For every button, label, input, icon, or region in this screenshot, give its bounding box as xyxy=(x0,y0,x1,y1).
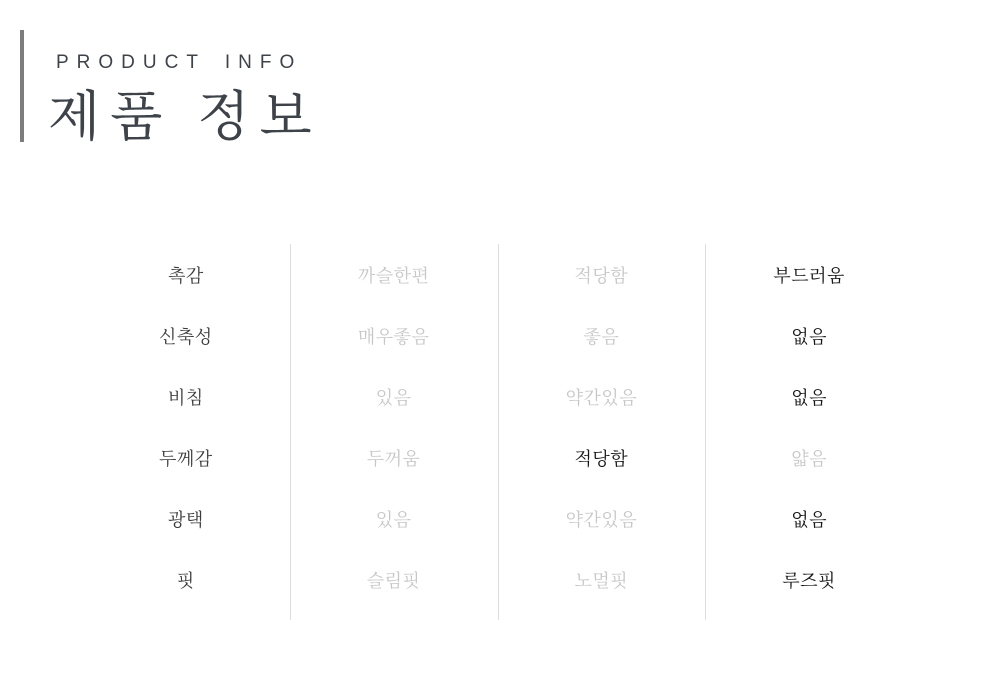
option-cell: 없음 xyxy=(791,326,828,347)
option-cell: 부드러움 xyxy=(773,265,845,286)
row-label-touch: 촉감 xyxy=(167,265,204,286)
option-cell: 까슬한편 xyxy=(357,265,430,286)
option-cell: 적당함 xyxy=(574,265,629,286)
row-label-elasticity: 신축성 xyxy=(159,326,213,347)
option-cell: 루즈핏 xyxy=(782,570,836,591)
option-cell: 얇음 xyxy=(791,448,828,469)
row-label-sheerness: 비침 xyxy=(167,387,204,408)
row-label-gloss: 광택 xyxy=(167,509,204,530)
product-info-table xyxy=(82,244,913,620)
option-cell: 약간있음 xyxy=(565,387,638,408)
option-cell: 매우좋음 xyxy=(357,326,430,347)
option-cell: 슬림핏 xyxy=(366,570,421,591)
option-cell: 있음 xyxy=(375,387,412,408)
option-cell: 없음 xyxy=(791,387,828,408)
option-cell: 노멀핏 xyxy=(574,570,629,591)
accent-bar xyxy=(20,30,24,142)
info-grid xyxy=(82,244,913,610)
page-header xyxy=(48,52,322,147)
option-cell: 두꺼움 xyxy=(366,448,421,469)
row-label-fit: 핏 xyxy=(176,570,195,591)
section-eyebrow: PRODUCT INFO xyxy=(56,52,303,73)
option-cell: 없음 xyxy=(791,509,828,530)
option-cell: 약간있음 xyxy=(565,509,638,530)
option-cell: 좋음 xyxy=(583,326,620,347)
page-title: 제품 정보 xyxy=(48,87,322,147)
option-cell: 있음 xyxy=(375,509,412,530)
option-cell: 적당함 xyxy=(574,448,629,469)
row-label-thickness: 두께감 xyxy=(159,448,213,469)
